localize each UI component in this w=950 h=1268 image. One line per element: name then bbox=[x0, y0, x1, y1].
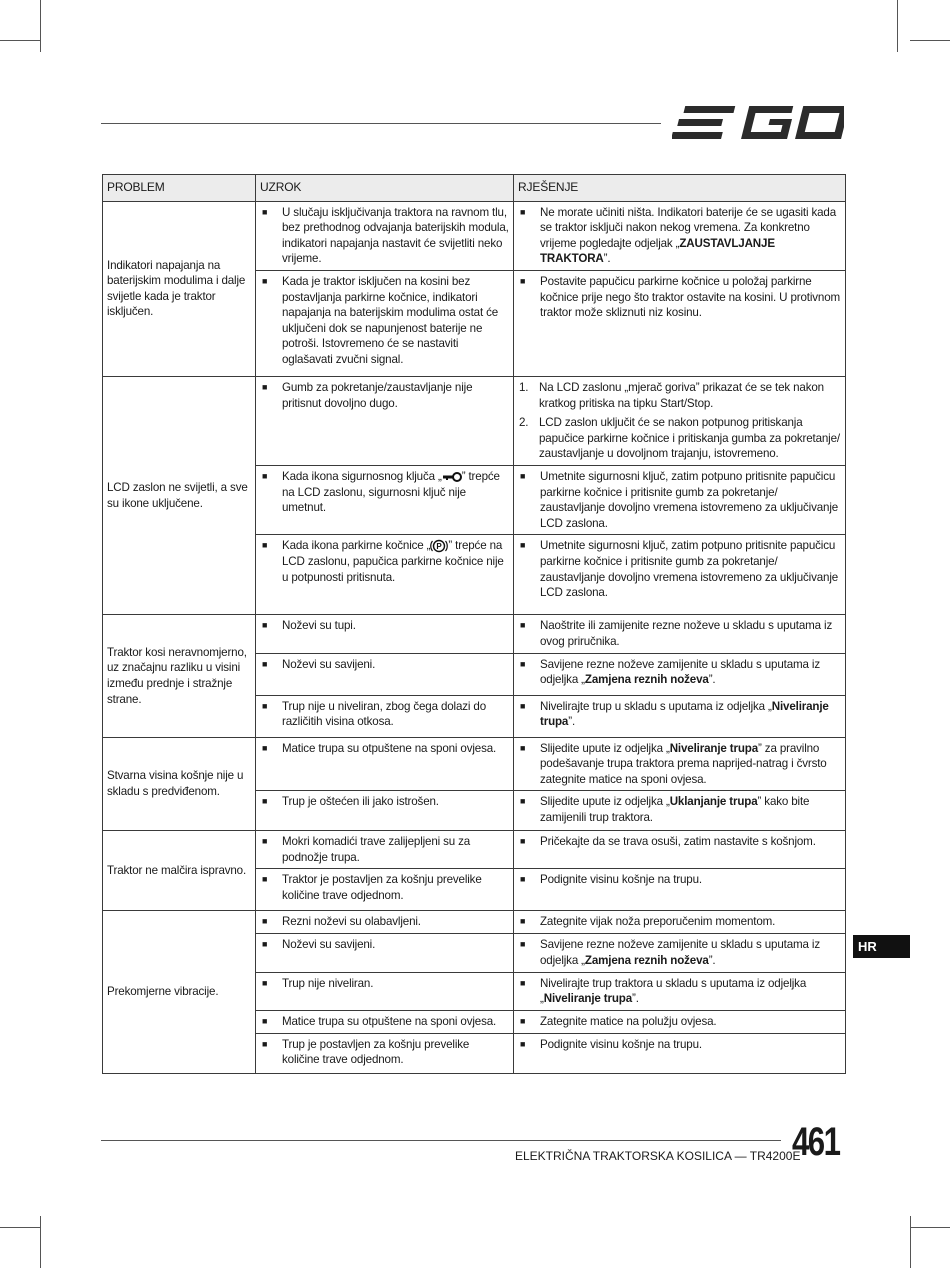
square-bullet-icon: ■ bbox=[262, 916, 268, 927]
step-number: 1. bbox=[519, 380, 529, 394]
section-reference: Niveliranje trupa bbox=[669, 741, 759, 755]
square-bullet-icon: ■ bbox=[520, 977, 526, 988]
square-bullet-icon: ■ bbox=[520, 658, 526, 669]
solution-cell: ■ Umetnite sigurnosni ključ, zatim potpuno pritisnite papučicu parkirne kočnice i pritisnite gumb za pokretanje/ zaustavljanje dovoljno vremena istovremeno za uključivanje LCD zaslona. bbox=[514, 465, 846, 534]
solution-cell: ■ Savijene rezne noževe zamijenite u skladu s uputama iz odjeljka „Zamjena reznih noževa”. bbox=[514, 934, 846, 972]
header-rule bbox=[101, 123, 661, 124]
square-bullet-icon: ■ bbox=[520, 916, 526, 927]
problem-cell: Prekomjerne vibracije. bbox=[103, 911, 256, 1073]
square-bullet-icon: ■ bbox=[262, 796, 268, 807]
footer-rule bbox=[101, 1140, 781, 1141]
cause-cell: ■ Kada je traktor isključen na kosini bez postavljanja parkirne kočnice, indikatori napajanja na baterijskim modulima ostat će uključeni dok se napunjenost baterije ne potroši. Istovremeno će se nastaviti oglašavati zvučni signal. bbox=[256, 270, 514, 376]
square-bullet-icon: ■ bbox=[520, 275, 526, 286]
square-bullet-icon: ■ bbox=[262, 620, 268, 631]
table-row bbox=[103, 376, 846, 465]
cause-cell: ■ Rezni noževi su olabavljeni. bbox=[256, 911, 514, 934]
section-reference: Niveliranje trupa bbox=[543, 992, 633, 1006]
square-bullet-icon: ■ bbox=[520, 620, 526, 631]
solution-cell: ■ Slijedite upute iz odjeljka „Niveliranje trupa” za pravilno podešavanje trupa traktora prema naprijed-natrag i čvrsto zategnite matice na sponi ovjesa. bbox=[514, 737, 846, 791]
table-row bbox=[103, 737, 846, 791]
solution-cell: ■ Podignite visinu košnje na trupu. bbox=[514, 869, 846, 911]
cause-cell: ■ Kada ikona sigurnosnog ključa „ ” trepće na LCD zaslonu, sigurnosni ključ nije umetnut. bbox=[256, 465, 514, 534]
solution-cell: ■ Nivelirajte trup u skladu s uputama iz odjeljka „Niveliranje trupa”. bbox=[514, 695, 846, 737]
square-bullet-icon: ■ bbox=[262, 1015, 268, 1026]
solution-cell: ■ Nivelirajte trup traktora u skladu s uputama iz odjeljka „Niveliranje trupa”. bbox=[514, 972, 846, 1010]
square-bullet-icon: ■ bbox=[520, 206, 526, 217]
crop-mark bbox=[40, 0, 41, 52]
table-row bbox=[103, 831, 846, 869]
solution-cell: ■ Naoštrite ili zamijenite rezne noževe u skladu s uputama iz ovog priručnika. bbox=[514, 615, 846, 653]
cause-cell: ■ Kada ikona parkirne kočnice „ P ” trepće na LCD zaslonu, papučica parkirne kočnice nije u potpunosti pritisnuta. bbox=[256, 535, 514, 615]
solution-cell: ■ Savijene rezne noževe zamijenite u skladu s uputama iz odjeljka „Zamjena reznih noževa”. bbox=[514, 653, 846, 695]
section-reference: ZAUSTAVLJANJE TRAKTORA bbox=[540, 236, 775, 266]
solution-cell: ■ Slijedite upute iz odjeljka „Uklanjanje trupa” kako bite zamijenili trup traktora. bbox=[514, 791, 846, 831]
cause-cell: ■ Trup nije niveliran. bbox=[256, 972, 514, 1010]
cause-cell: ■ Traktor je postavljen za košnju prevelike količine trave odjednom. bbox=[256, 869, 514, 911]
cause-cell: ■ Noževi su savijeni. bbox=[256, 934, 514, 972]
troubleshooting-table bbox=[102, 174, 846, 1074]
parking-brake-icon bbox=[430, 538, 448, 554]
cause-cell: ■ Mokri komadići trave zalijepljeni su za podnožje trupa. bbox=[256, 831, 514, 869]
solution-cell: ■ Ne morate učiniti ništa. Indikatori baterije će se ugasiti kada se traktor isključi nakon nekog vremena. Za konkretno vrijeme pogledajte odjeljak „ZAUSTAVLJANJE TRAKTORA”. bbox=[514, 201, 846, 270]
language-tab: HR bbox=[853, 935, 910, 958]
square-bullet-icon: ■ bbox=[520, 939, 526, 950]
section-reference: Zamjena reznih noževa bbox=[584, 954, 709, 968]
problem-cell: Stvarna visina košnje nije u skladu s predviđenom. bbox=[103, 737, 256, 831]
square-bullet-icon: ■ bbox=[262, 540, 268, 551]
square-bullet-icon: ■ bbox=[262, 381, 268, 392]
page-number: 461 bbox=[792, 1120, 840, 1164]
header-solution: RJEŠENJE bbox=[514, 175, 846, 202]
crop-mark bbox=[910, 1227, 950, 1228]
square-bullet-icon: ■ bbox=[520, 1038, 526, 1049]
solution-cell: ■ Umetnite sigurnosni ključ, zatim potpuno pritisnite papučicu parkirne kočnice i pritisnite gumb za pokretanje/ zaustavljanje dovoljno vremena istovremeno za uključivanje LCD zaslona. bbox=[514, 535, 846, 615]
solution-cell: ■ Postavite papučicu parkirne kočnice u položaj parkirne kočnice prije nego što traktor ostavite na kosini. U protivnom traktor može skliznuti niz kosinu. bbox=[514, 270, 846, 376]
square-bullet-icon: ■ bbox=[520, 700, 526, 711]
header-problem: PROBLEM bbox=[103, 175, 256, 202]
cause-cell: ■ Noževi su savijeni. bbox=[256, 653, 514, 695]
solution-cell: 1. Na LCD zaslonu „mjerač goriva” prikazat će se tek nakon kratkog pritiska na tipku Start/Stop. 2. LCD zaslon uključit će se nakon potpunog pritiskanja papučice parkirne kočnice i pritiskanja gumba za pokretanje/ zaustavljanje u dovoljnom trajanju, istovremeno. bbox=[514, 376, 846, 465]
square-bullet-icon: ■ bbox=[520, 874, 526, 885]
cause-cell: ■ Trup nije u niveliran, zbog čega dolazi do različitih visina otkosa. bbox=[256, 695, 514, 737]
table-row bbox=[103, 201, 846, 270]
section-reference: Zamjena reznih noževa bbox=[584, 673, 709, 687]
solution-cell: ■ Zategnite matice na polužju ovjesa. bbox=[514, 1010, 846, 1033]
cause-cell: ■ Noževi su tupi. bbox=[256, 615, 514, 653]
step-number: 2. bbox=[519, 416, 529, 430]
square-bullet-icon: ■ bbox=[262, 470, 268, 481]
square-bullet-icon: ■ bbox=[262, 700, 268, 711]
square-bullet-icon: ■ bbox=[520, 470, 526, 481]
square-bullet-icon: ■ bbox=[262, 1038, 268, 1049]
section-reference: Niveliranje trupa bbox=[540, 699, 829, 729]
square-bullet-icon: ■ bbox=[262, 206, 268, 217]
square-bullet-icon: ■ bbox=[262, 939, 268, 950]
square-bullet-icon: ■ bbox=[262, 836, 268, 847]
cause-cell: ■ U slučaju isključivanja traktora na ravnom tlu, bez prethodnog odvajanja baterijskih modula, indikatori napajanja nastavit će svijetliti neko vrijeme. bbox=[256, 201, 514, 270]
problem-cell: Traktor ne malčira ispravno. bbox=[103, 831, 256, 911]
solution-cell: ■ Podignite visinu košnje na trupu. bbox=[514, 1033, 846, 1073]
crop-mark bbox=[0, 1227, 40, 1228]
crop-mark bbox=[897, 0, 898, 52]
square-bullet-icon: ■ bbox=[520, 540, 526, 551]
safety-key-icon bbox=[442, 472, 462, 482]
table-row bbox=[103, 615, 846, 653]
square-bullet-icon: ■ bbox=[262, 742, 268, 753]
crop-mark bbox=[0, 40, 40, 41]
crop-mark bbox=[40, 1216, 41, 1268]
cause-cell: ■ Trup je oštećen ili jako istrošen. bbox=[256, 791, 514, 831]
cause-cell: ■ Matice trupa su otpuštene na sponi ovjesa. bbox=[256, 737, 514, 791]
header-cause: UZROK bbox=[256, 175, 514, 202]
square-bullet-icon: ■ bbox=[262, 658, 268, 669]
square-bullet-icon: ■ bbox=[262, 874, 268, 885]
square-bullet-icon: ■ bbox=[520, 1015, 526, 1026]
svg-text:P: P bbox=[436, 542, 442, 552]
square-bullet-icon: ■ bbox=[520, 836, 526, 847]
crop-mark bbox=[910, 1216, 911, 1268]
section-reference: Uklanjanje trupa bbox=[669, 795, 758, 809]
table-header-row bbox=[103, 175, 846, 202]
cause-cell: ■ Matice trupa su otpuštene na sponi ovjesa. bbox=[256, 1010, 514, 1033]
solution-cell: ■ Zategnite vijak noža preporučenim momentom. bbox=[514, 911, 846, 934]
square-bullet-icon: ■ bbox=[520, 796, 526, 807]
square-bullet-icon: ■ bbox=[262, 275, 268, 286]
table-row bbox=[103, 911, 846, 934]
square-bullet-icon: ■ bbox=[520, 742, 526, 753]
problem-cell: Traktor kosi neravnomjerno, uz značajnu razliku u visini između prednje i stražnje strane. bbox=[103, 615, 256, 737]
crop-mark bbox=[910, 40, 950, 41]
footer-title: ELEKTRIČNA TRAKTORSKA KOSILICA — TR4200E bbox=[515, 1149, 801, 1163]
square-bullet-icon: ■ bbox=[262, 977, 268, 988]
solution-cell: ■ Pričekajte da se trava osuši, zatim nastavite s košnjom. bbox=[514, 831, 846, 869]
ego-logo bbox=[672, 103, 844, 143]
cause-cell: ■ Trup je postavljen za košnju prevelike količine trave odjednom. bbox=[256, 1033, 514, 1073]
cause-cell: ■ Gumb za pokretanje/zaustavljanje nije pritisnut dovoljno dugo. bbox=[256, 376, 514, 465]
problem-cell: Indikatori napajanja na baterijskim modulima i dalje svijetle kada je traktor isključen. bbox=[103, 201, 256, 376]
problem-cell: LCD zaslon ne svijetli, a sve su ikone uključene. bbox=[103, 376, 256, 614]
